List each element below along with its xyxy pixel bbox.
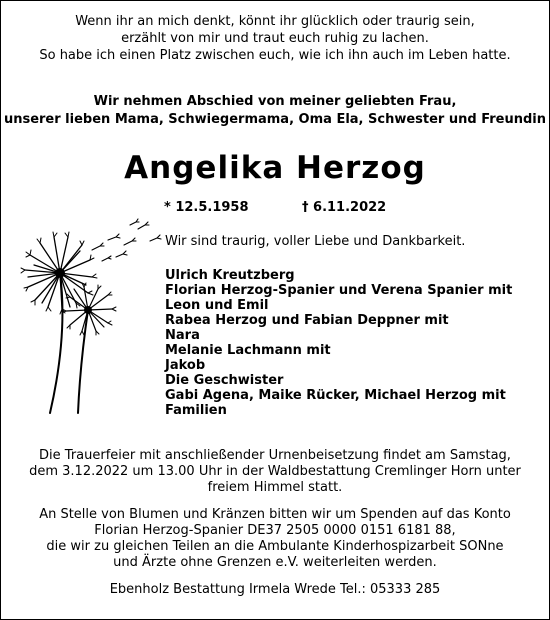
deceased-name: Angelika Herzog (124, 150, 426, 186)
mourner-line: Rabea Herzog und Fabian Deppner mit (165, 313, 449, 328)
mourner-line: Leon und Emil (165, 298, 269, 313)
farewell-line: unserer lieben Mama, Schwiegermama, Oma Ela, Schwester und Freundin (3, 112, 547, 127)
mourner-line: Nara (165, 328, 200, 343)
service-line: Die Trauerfeier mit anschließender Urnenbeisetzung findet am Samstag, (39, 448, 511, 463)
mourner-line: Jakob (165, 358, 206, 373)
donation-line: An Stelle von Blumen und Kränzen bitten wir um Spenden auf das Konto (39, 507, 511, 522)
dandelion-icon (20, 215, 165, 415)
donation-line: die wir zu gleichen Teilen an die Ambulante Kinderhospizarbeit SONne (46, 539, 504, 554)
motto: Wir sind traurig, voller Liebe und Dankbarkeit. (165, 234, 466, 249)
poem (0, 13, 550, 64)
donation-line: Florian Herzog-Spanier DE37 2505 0000 0151 6181 88, (94, 523, 456, 538)
service-info (0, 448, 550, 496)
mourner-line: Ulrich Kreutzberg (165, 268, 295, 283)
poem-line: erzählt von mir und traut euch ruhig zu lachen. (121, 31, 429, 46)
poem-line: So habe ich einen Platz zwischen euch, wie ich ihn auch im Leben hatte. (39, 48, 511, 63)
donation-line: und Ärzte ohne Grenzen e.V. weiterleiten werden. (113, 555, 437, 570)
birth-date: * 12.5.1958 (164, 200, 249, 215)
mourner-line: Gabi Agena, Maike Rücker, Michael Herzog mit (165, 388, 506, 403)
death-date: † 6.11.2022 (302, 200, 387, 215)
service-line: dem 3.12.2022 um 13.00 Uhr in der Waldbestattung Cremlinger Horn unter (29, 464, 521, 479)
mourner-line: Familien (165, 403, 227, 418)
service-line: freiem Himmel statt. (207, 480, 343, 495)
farewell-line: Wir nehmen Abschied von meiner geliebten Frau, (93, 94, 457, 109)
mourner-line: Melanie Lachmann mit (165, 343, 331, 358)
funeral-home-contact: Ebenholz Bestattung Irmela Wrede Tel.: 05333 285 (109, 582, 441, 597)
mourner-line: Florian Herzog-Spanier und Verena Spanier mit (165, 283, 513, 298)
mourners-list (165, 268, 525, 418)
poem-line: Wenn ihr an mich denkt, könnt ihr glücklich oder traurig sein, (75, 14, 475, 29)
donation-info (0, 507, 550, 571)
farewell-text (0, 93, 550, 129)
mourner-line: Die Geschwister (165, 373, 284, 388)
